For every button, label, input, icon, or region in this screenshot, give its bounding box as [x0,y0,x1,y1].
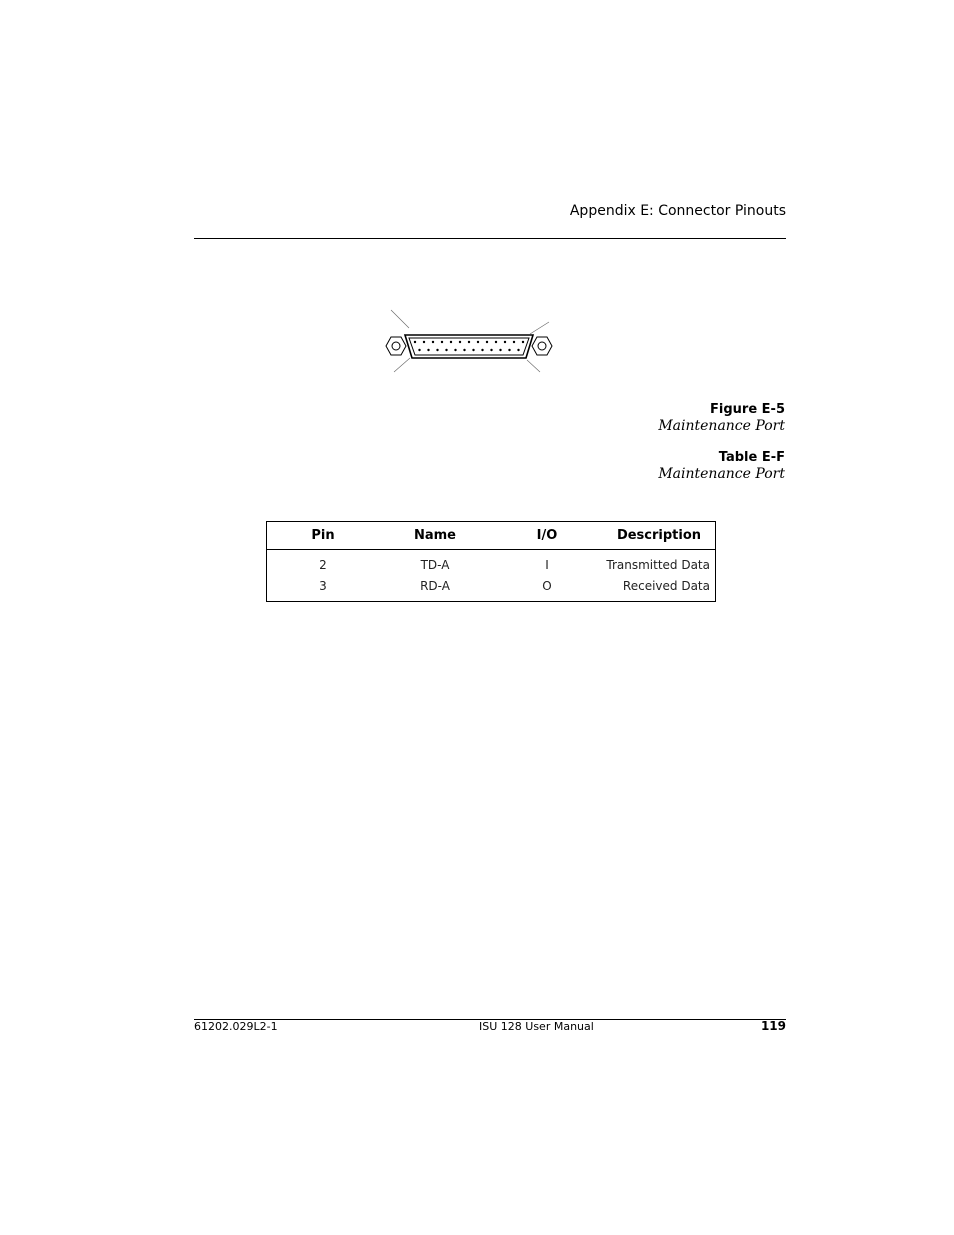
pinout-table [266,521,716,602]
figure-number: Figure E-5 [710,402,785,417]
running-header: Appendix E: Connector Pinouts [569,203,786,219]
name-cell: RD-A [420,578,450,593]
footer-doc-number: 61202.029L2-1 [194,1020,278,1033]
description-cell: Received Data [622,578,710,593]
pin-cell: 3 [319,578,327,593]
figure-caption [658,402,785,435]
table-title: Maintenance Port [658,466,785,482]
db25-connector-illustration [384,308,554,374]
description-cell: Transmitted Data [606,557,710,572]
column-header-io: I/O [491,522,603,550]
name-cell: TD-A [420,557,450,572]
table-row [267,550,716,576]
table-header-row [267,522,716,550]
table-caption [658,450,785,483]
column-header-pin: Pin [267,522,380,550]
table-number: Table E-F [718,450,785,465]
io-cell: O [542,578,552,593]
io-cell: I [545,557,549,572]
header-rule [194,238,786,239]
column-header-description: Description [603,522,716,550]
page-number: 119 [760,1019,786,1033]
column-header-name: Name [379,522,491,550]
table-row [267,575,716,602]
pin-cell: 2 [319,557,327,572]
figure-title: Maintenance Port [658,418,785,434]
footer-manual-title: ISU 128 User Manual [479,1020,594,1033]
